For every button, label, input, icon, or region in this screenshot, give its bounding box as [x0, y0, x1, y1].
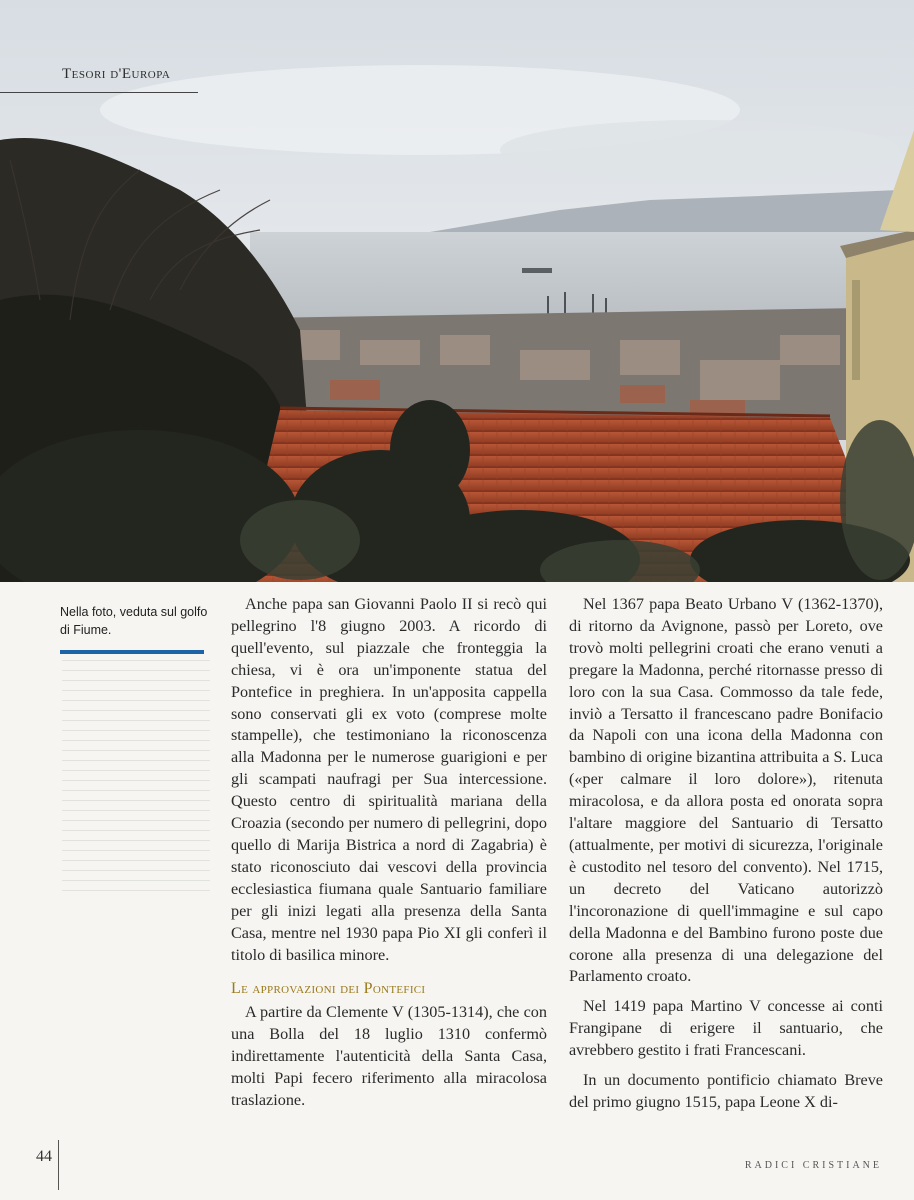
section-label: Tesori d'Europa: [62, 66, 171, 82]
magazine-name: RADICI CRISTIANE: [744, 1160, 882, 1171]
caption-accent-bar: [60, 650, 204, 654]
section-rule: [0, 92, 198, 93]
article-paragraph: Anche papa san Giovanni Paolo II si recò qui pellegrino l'8 giugno 2003. A ricordo di quell'evento, sul piazzale che fronteggia la chiesa, vi è ora un'imponente statua del Pontefice in preghiera. In un'apposita cappella sono conservati gli ex voto (comprese molte stampelle), che testimoniano la riconoscenza alla Madonna per le numerose guarigioni e per gli scampati naufragi per Sua intercessione. Questo centro di spiritualità mariana della Croazia (secondo per numero di pellegrini, dopo quello di Marija Bistrica a nord di Zagabria) è stato riconosciuto dai vescovi della provincia ecclesiastica fiumana quale Santuario familiare per gli inizi legati alla presenza della Santa Casa, mentre nel 1930 papa Pio XI gli conferì il titolo di basilica minore.: [231, 595, 547, 964]
page-number-rule: [58, 1140, 59, 1190]
article-paragraph: Nel 1419 papa Martino V concesse ai conti Frangipane di erigere il santuario, che avrebbero gestito i frati Francescani.: [569, 997, 883, 1060]
section-heading: Le approvazioni dei Pontefici: [231, 980, 426, 998]
landscape-photo-icon: [0, 0, 914, 582]
page-number: 44: [36, 1148, 52, 1165]
article-paragraph: A partire da Clemente V (1305-1314), che con una Bolla del 18 luglio 1310 confermò indirettamente l'autenticità della Santa Casa, molti Papi fecero riferimento alla miracolosa traslazione.: [231, 1003, 547, 1109]
bleed-through-texture: [62, 660, 210, 900]
photo-caption: Nella foto, veduta sul golfo di Fiume.: [60, 605, 208, 637]
article-paragraph: Nel 1367 papa Beato Urbano V (1362-1370), di ritorno da Avignone, passò per Loreto, ove trovò molti pellegrini croati che erano venuti a pregare la Madonna, perché ritornasse presso di loro con la sua Casa. Commosso da tale fede, inviò a Tersatto il francescano padre Bonifacio da Napoli con una icona della Madonna con bambino di origine bizantina attribuita a S. Luca («per calmare il loro dolore»), ritenuta miracolosa, e da allora posta ed onorata sopra l'altare maggiore del Santuario di Tersatto (attualmente, per motivi di sicurezza, l'originale è custodito nel tesoro del convento). Nel 1715, un decreto del Vaticano autorizzò l'incoronazione di quell'immagine e sul capo della Madonna e del Bambino furono poste due corone alla presenza di una delegazione del Parlamento croato.: [569, 595, 883, 986]
article-column-left: [231, 594, 547, 1120]
article-paragraph: In un documento pontificio chiamato Breve del primo giugno 1515, papa Leone X di-: [569, 1071, 883, 1111]
article-column-right: [569, 594, 883, 1122]
hero-photo: [0, 0, 914, 582]
